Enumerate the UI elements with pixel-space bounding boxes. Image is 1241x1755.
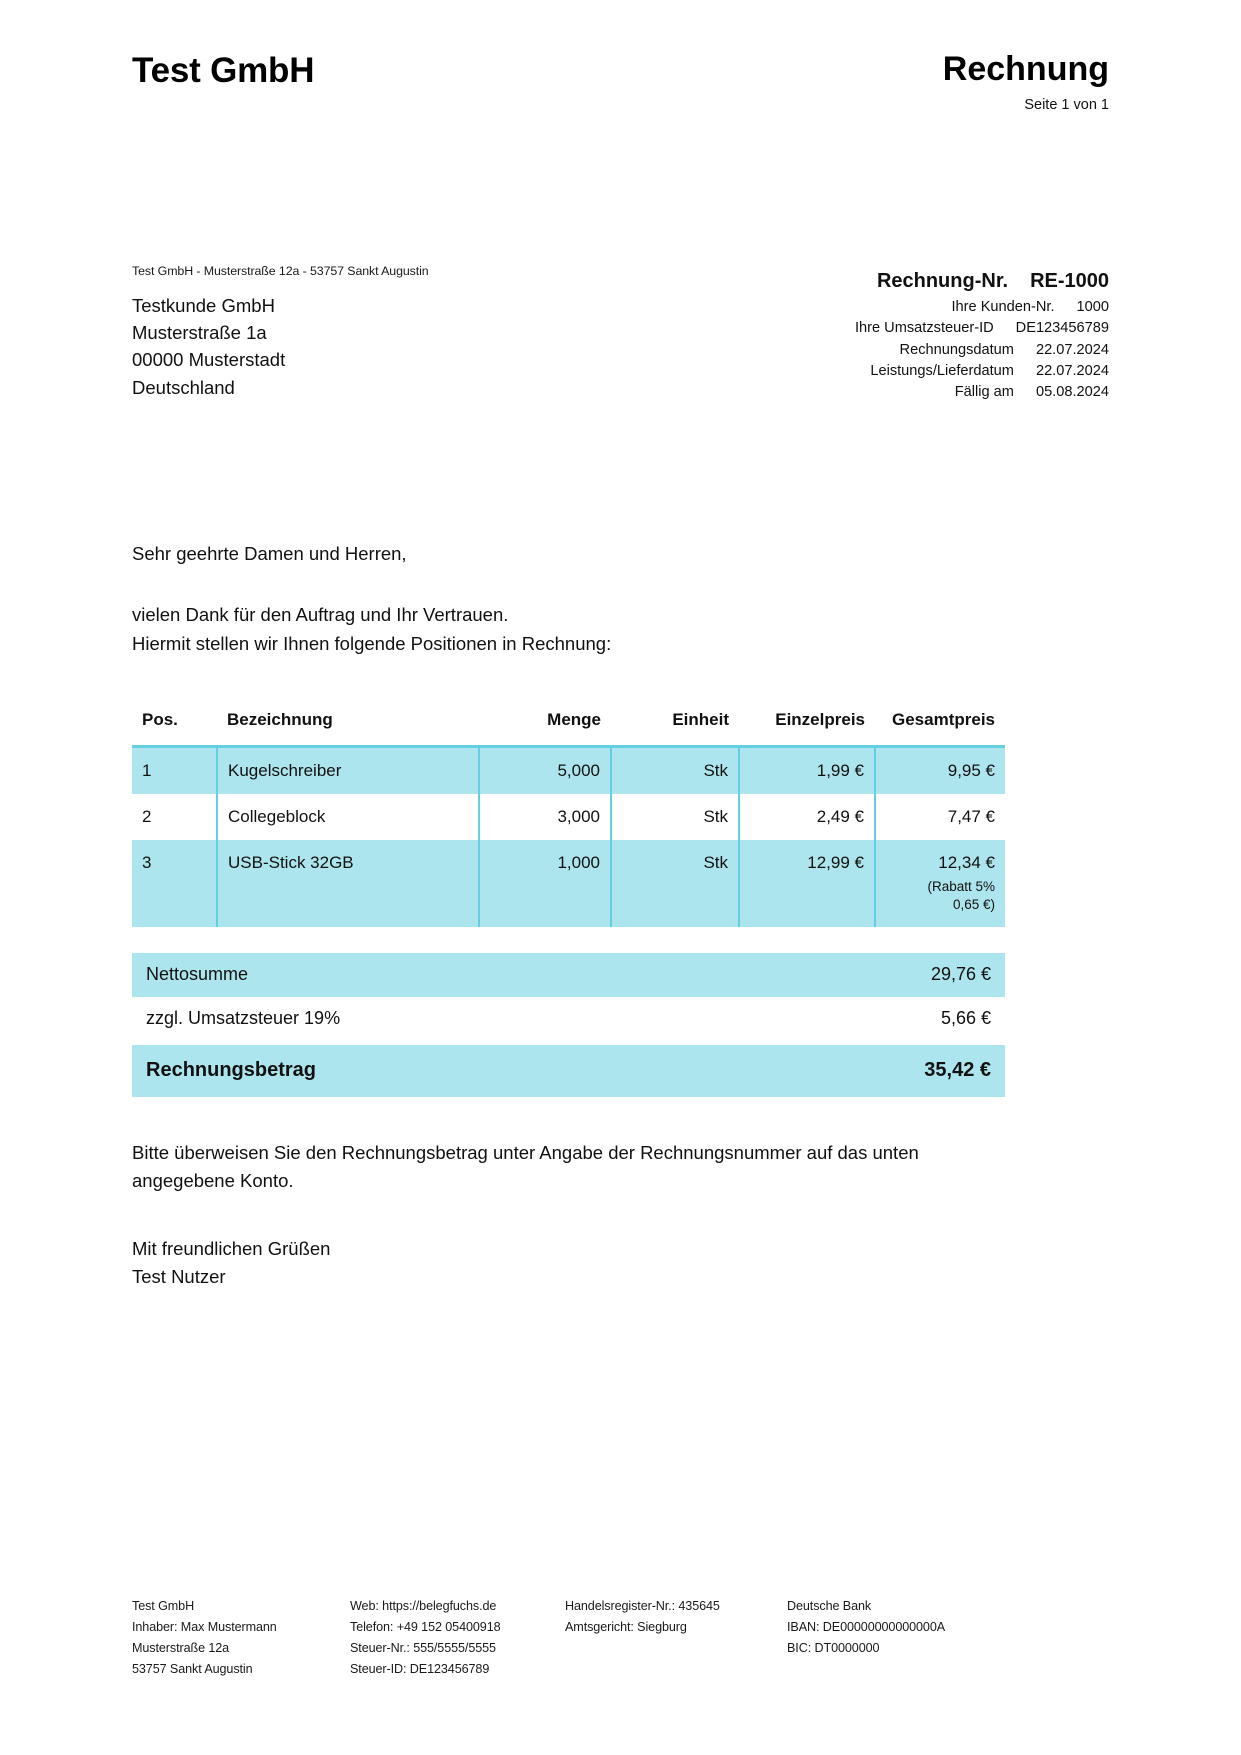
column-header-quantity: Menge [547, 709, 601, 729]
footer-bic: BIC: DT0000000 [787, 1641, 880, 1656]
footer-tax-id: Steuer-ID: DE123456789 [350, 1662, 490, 1677]
regards-line-1: Mit freundlichen Grüßen [132, 1238, 331, 1260]
line-items-header [132, 710, 1005, 747]
cell-pos: 2 [132, 794, 217, 840]
company-logo: Test GmbH [132, 51, 315, 90]
column-header-description: Bezeichnung [227, 709, 333, 729]
document-header-right [943, 52, 1109, 113]
footer-company-street: Musterstraße 12a [132, 1641, 230, 1656]
meta-row-customer-number [709, 297, 1109, 318]
summary-value-net: 29,76 € [930, 964, 991, 985]
cell-description: USB-Stick 32GB [217, 840, 479, 927]
recipient-line-4: Deutschland [132, 376, 235, 398]
document-title: Rechnung [942, 50, 1109, 88]
cell-total-price: 9,95 € [875, 746, 1005, 794]
footer-company-city: 53757 Sankt Augustin [132, 1662, 253, 1677]
summary-label-total: Rechnungsbetrag [146, 1059, 317, 1082]
meta-value-due-date: 05.08.2024 [1035, 384, 1109, 401]
footer-column-company [132, 1596, 350, 1681]
column-header-unit-price: Einzelpreis [775, 709, 865, 729]
meta-value-invoice-number: RE-1000 [1030, 270, 1109, 292]
footer-column-contact [350, 1596, 565, 1681]
table-row [132, 840, 1005, 927]
footer-bank-name: Deutsche Bank [787, 1599, 872, 1613]
summary-label-net: Nettosumme [146, 964, 249, 985]
regards-line-2: Test Nutzer [132, 1266, 226, 1288]
column-header-total-price: Gesamtpreis [892, 709, 995, 729]
cell-description: Collegeblock [217, 794, 479, 840]
cell-pos: 1 [132, 746, 217, 794]
summary-value-total: 35,42 € [924, 1059, 991, 1082]
footer-commercial-register: Handelsregister-Nr.: 435645 [565, 1599, 720, 1613]
meta-row-delivery-date [709, 361, 1109, 382]
meta-label-delivery-date: Leistungs/Lieferdatum [870, 362, 1014, 379]
table-row [132, 746, 1005, 794]
recipient-line-1: Testkunde GmbH [132, 295, 275, 316]
intro-line-1: vielen Dank für den Auftrag und Ihr Vertrauen. [132, 604, 509, 626]
page-indicator: Seite 1 von 1 [1024, 96, 1109, 113]
document-header [132, 52, 1109, 132]
cell-description: Kugelschreiber [217, 746, 479, 794]
cell-quantity: 5,000 [479, 746, 611, 794]
meta-row-vat-id [709, 318, 1109, 339]
meta-label-invoice-number: Rechnung-Nr. [876, 270, 1009, 292]
invoice-meta-block [709, 268, 1109, 403]
footer-tax-number: Steuer-Nr.: 555/5555/5555 [350, 1641, 496, 1656]
address-block [132, 264, 602, 401]
footer-company-owner: Inhaber: Max Mustermann [132, 1620, 277, 1635]
intro-line-2: Hiermit stellen wir Ihnen folgende Positionen in Rechnung: [132, 632, 612, 654]
table-row [132, 794, 1005, 840]
footer-iban: IBAN: DE00000000000000A [787, 1620, 946, 1635]
meta-row-invoice-number [709, 268, 1109, 295]
salutation: Sehr geehrte Damen und Herren, [132, 543, 407, 565]
cell-total-price: 7,47 € [875, 794, 1005, 840]
meta-label-due-date: Fällig am [954, 384, 1014, 401]
address-and-meta-section [132, 264, 1109, 403]
meta-label-vat-id: Ihre Umsatzsteuer-ID [854, 320, 994, 337]
cell-total-price-with-discount [875, 840, 1005, 927]
summary-row-vat [132, 997, 1005, 1041]
cell-quantity: 3,000 [479, 794, 611, 840]
line-items-body [132, 746, 1005, 927]
footer-column-bank [787, 1596, 1027, 1681]
table-header-row [132, 710, 1005, 747]
meta-value-invoice-date: 22.07.2024 [1035, 341, 1109, 358]
meta-value-vat-id: DE123456789 [1015, 320, 1109, 337]
footer-company-name: Test GmbH [132, 1599, 195, 1613]
closing-regards [132, 1235, 1109, 1291]
summary-label-vat: zzgl. Umsatzsteuer 19% [146, 1008, 341, 1029]
summary-value-vat: 5,66 € [940, 1008, 991, 1029]
column-header-pos: Pos. [142, 709, 178, 729]
cell-unit-price: 2,49 € [739, 794, 875, 840]
summary-block [132, 953, 1005, 1097]
payment-instructions: Bitte überweisen Sie den Rechnungsbetrag unter Angabe der Rechnungsnummer auf das unten angegebene Konto. [132, 1142, 919, 1192]
footer-web: Web: https://belegfuchs.de [350, 1599, 497, 1613]
discount-note: (Rabatt 5% 0,65 €) [927, 878, 995, 912]
cell-unit: Stk [611, 794, 739, 840]
document-footer [132, 1596, 1032, 1681]
cell-quantity: 1,000 [479, 840, 611, 927]
line-items-table [132, 710, 1005, 927]
summary-row-total [132, 1045, 1005, 1097]
cell-unit-price: 1,99 € [739, 746, 875, 794]
sender-return-address: Test GmbH - Musterstraße 12a - 53757 Sankt Augustin [132, 264, 429, 278]
recipient-line-3: 00000 Musterstadt [132, 349, 286, 371]
meta-row-due-date [709, 382, 1109, 403]
cell-pos: 3 [132, 840, 217, 927]
meta-label-invoice-date: Rechnungsdatum [899, 341, 1014, 358]
meta-row-invoice-date [709, 340, 1109, 361]
cell-total-price: 12,34 € [938, 852, 995, 872]
footer-column-registry [565, 1596, 787, 1681]
recipient-line-2: Musterstraße 1a [132, 322, 267, 344]
footer-court: Amtsgericht: Siegburg [565, 1620, 687, 1635]
recipient-address [132, 292, 602, 401]
meta-value-delivery-date: 22.07.2024 [1035, 362, 1109, 379]
summary-row-net [132, 953, 1005, 997]
intro-text [132, 601, 1109, 657]
cell-unit: Stk [611, 840, 739, 927]
footer-phone: Telefon: +49 152 05400918 [350, 1620, 501, 1635]
cell-unit: Stk [611, 746, 739, 794]
cell-unit-price: 12,99 € [739, 840, 875, 927]
column-header-unit: Einheit [672, 709, 729, 729]
meta-value-customer-number: 1000 [1076, 299, 1109, 315]
meta-label-customer-number: Ihre Kunden-Nr. [951, 299, 1055, 315]
